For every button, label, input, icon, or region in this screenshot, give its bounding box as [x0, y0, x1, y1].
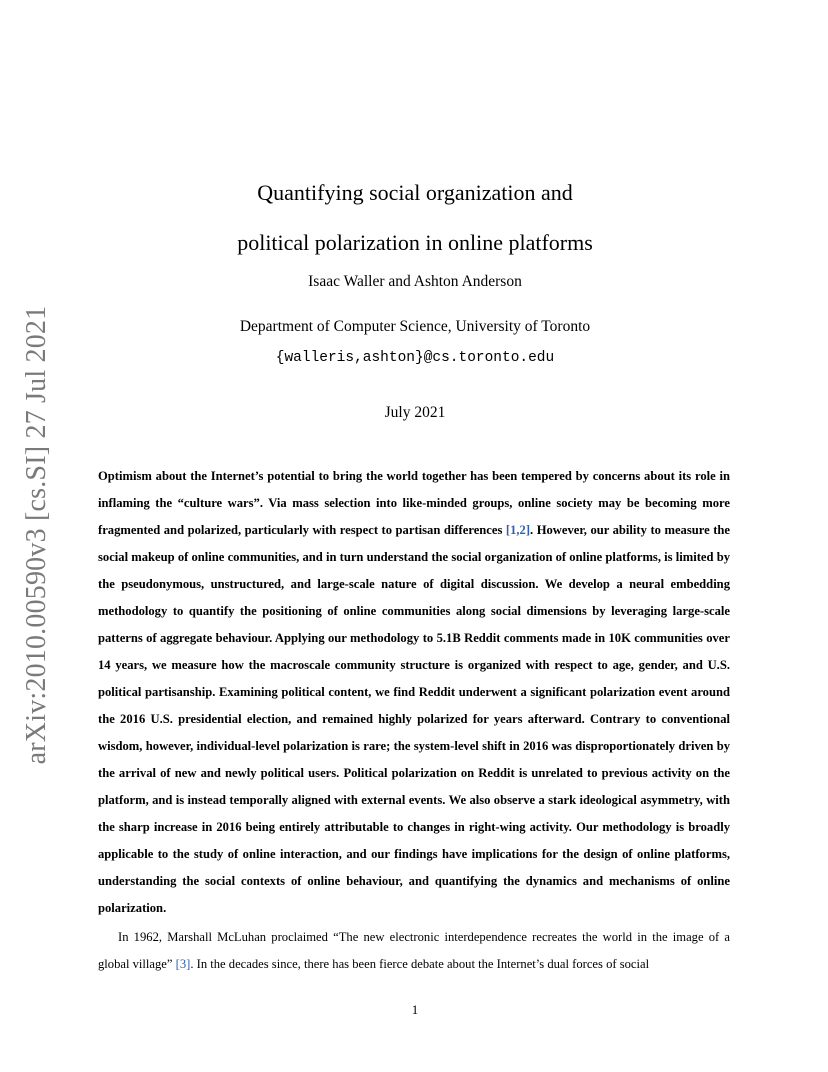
- citation-link-2[interactable]: 2]: [519, 523, 531, 537]
- citation-link-1[interactable]: [1,: [505, 523, 520, 537]
- citation-link-3[interactable]: [3]: [175, 957, 191, 971]
- authors: Isaac Waller and Ashton Anderson: [308, 273, 522, 290]
- body-text-2: . In the decades since, there has been fierce debate about the Internet’s dual forces of social: [190, 957, 650, 971]
- title-line-2: political polarization in online platforms: [237, 230, 593, 255]
- arxiv-sidebar: [21, 305, 52, 765]
- body-text-1: In 1962, Marshall McLuhan proclaimed “The new electronic interdependence recreates the world in the image of a global village”: [98, 930, 730, 971]
- page-number: 1: [411, 1002, 419, 1017]
- title-line-1: Quantifying social organization and: [257, 180, 573, 205]
- affiliation: Department of Computer Science, University of Toronto: [239, 318, 591, 335]
- arxiv-identifier: arXiv:2010.00590v3 [cs.SI] 27 Jul 2021: [21, 305, 52, 765]
- body-paragraph: [98, 924, 730, 978]
- abstract-text-1: Optimism about the Internet’s potential to bring the world together has been tempered by concerns about its role in inflaming the “culture wars”. Via mass selection into like-minded groups, online society may be becoming more fragmented and polarized, particularly with respect to partisan differences: [98, 469, 730, 537]
- date: July 2021: [384, 404, 446, 421]
- abstract: [98, 463, 730, 922]
- paper-title: [100, 168, 730, 268]
- email: {walleris,ashton}@cs.toronto.edu: [275, 350, 555, 366]
- abstract-text-2: . However, our ability to measure the social makeup of online communities, and in turn understand the social organization of online platforms, is limited by the pseudonymous, unstructured, and large-scale nature of digital discussion. We develop a neural embedding methodology to quantify the positioning of online communities along social dimensions by leveraging large-scale patterns of aggregate behaviour. Applying our methodology to 5.1B Reddit comments made in 10K communities over 14 years, we measure how the macroscale community structure is organized with respect to age, gender, and U.S. political partisanship. Examining political content, we find Reddit underwent a significant polarization event around the 2016 U.S. presidential election, and remained highly polarized for years afterward. Contrary to conventional wisdom, however, individual-level polarization is rare; the system-level shift in 2016 was disproportionately driven by the arrival of new and newly political users. Political polarization on Reddit is unrelated to previous activity on the platform, and is instead temporally aligned with external events. We also observe a stark ideological asymmetry, with the sharp increase in 2016 being entirely attributable to changes in right-wing activity. Our methodology is broadly applicable to the study of online interaction, and our findings have implications for the design of online platforms, understanding the social contexts of online behaviour, and quantifying the dynamics and mechanisms of online polarization.: [98, 523, 730, 915]
